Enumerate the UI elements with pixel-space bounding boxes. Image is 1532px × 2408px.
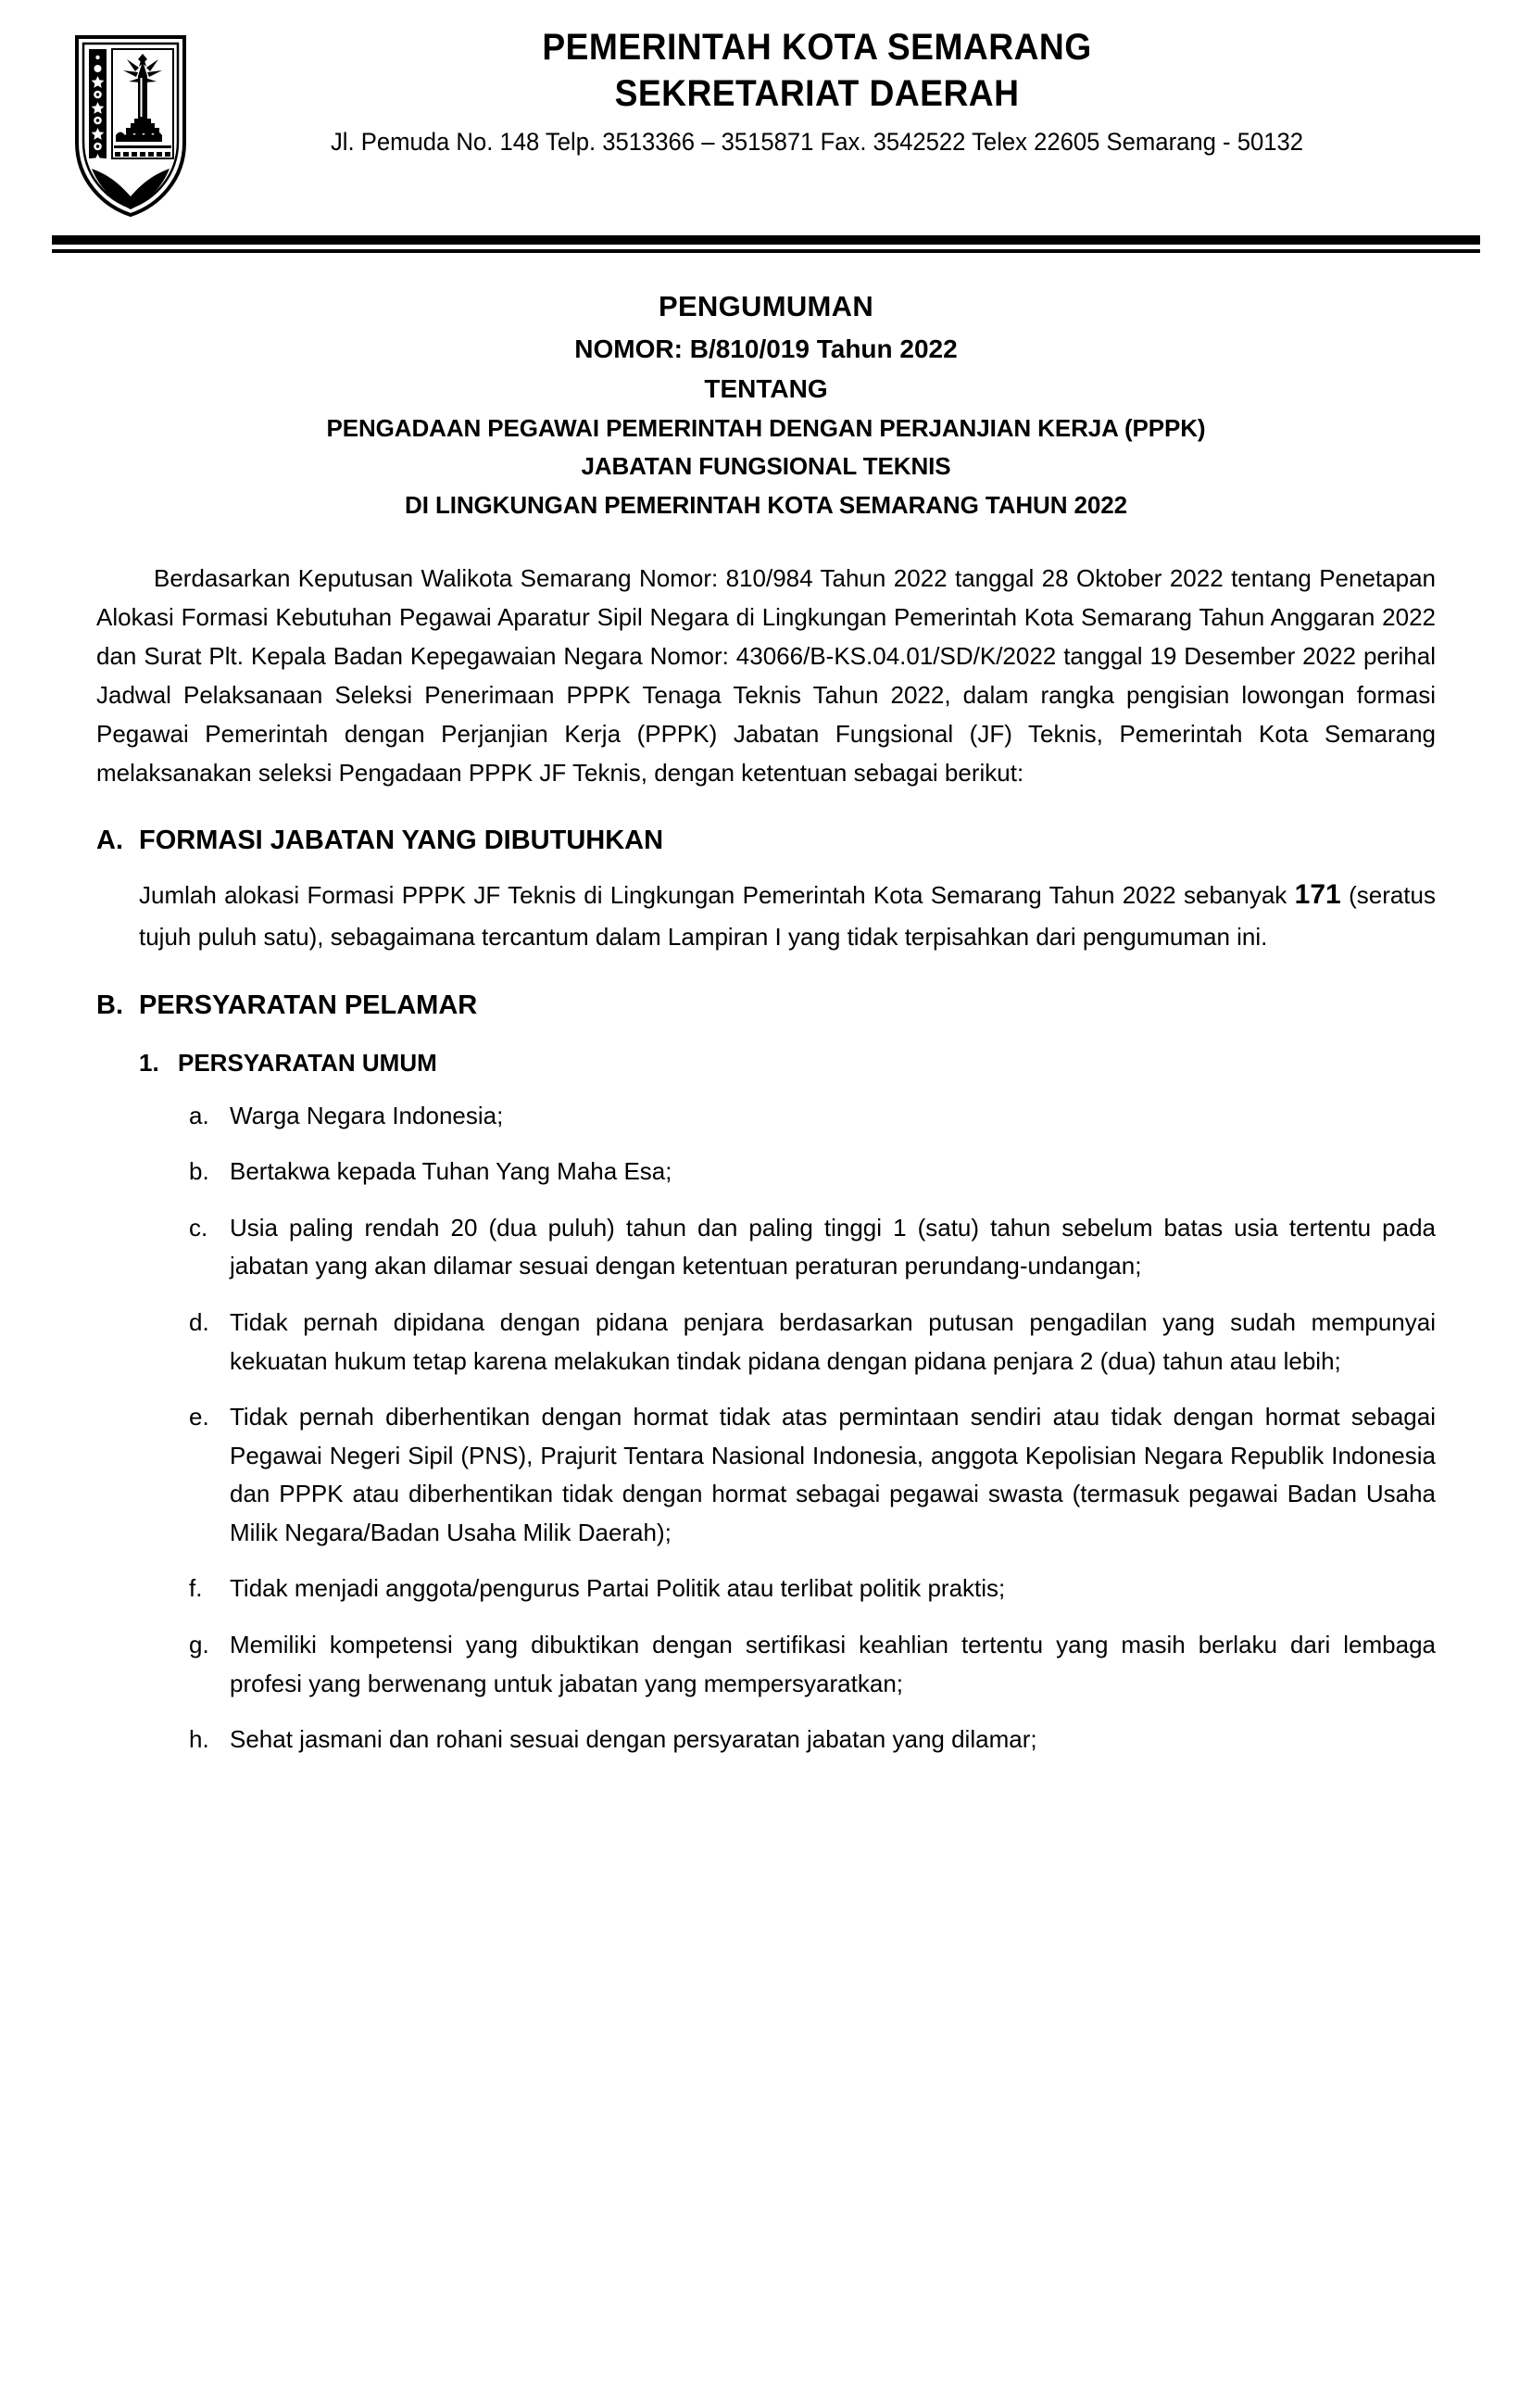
section-a-body: [96, 873, 1436, 957]
divider-thick-rule: [52, 235, 1480, 245]
announcement-subject-line-1: PENGADAAN PEGAWAI PEMERINTAH DENGAN PERJANJIAN KERJA (PPPK): [326, 413, 1206, 442]
org-name-line-1: PEMERINTAH KOTA SEMARANG: [542, 27, 1092, 68]
list-item-text: Tidak menjadi anggota/pengurus Partai Politik atau terlibat politik praktis;: [230, 1574, 1006, 1603]
section-b-sub-1-heading: [96, 1046, 1436, 1079]
list-item-marker: g.: [189, 1631, 209, 1659]
org-address: Jl. Pemuda No. 148 Telp. 3513366 – 3515871 Fax. 3542522 Telex 22605 Semarang - 50132: [330, 128, 1304, 157]
section-b-marker: B.: [96, 990, 123, 1020]
list-item-marker: d.: [189, 1307, 209, 1336]
section-a-marker: A.: [96, 826, 123, 856]
list-item-marker: c.: [189, 1213, 208, 1242]
list-item-marker: a.: [189, 1101, 209, 1129]
section-b-heading: [96, 987, 1436, 1025]
section-a-formation-count: 171: [1294, 878, 1341, 910]
announcement-number: NOMOR: B/810/019 Tahun 2022: [574, 334, 958, 364]
letterhead: [0, 0, 1532, 219]
section-b: [96, 987, 1436, 1759]
section-b-sub-1-marker: 1.: [139, 1049, 159, 1078]
general-requirements-list: [96, 1097, 1436, 1759]
list-item-marker: e.: [189, 1403, 209, 1431]
list-item-marker: b.: [189, 1157, 209, 1186]
org-name-line-2: SEKRETARIAT DAERAH: [614, 73, 1020, 115]
list-item-text: Warga Negara Indonesia;: [230, 1101, 504, 1129]
list-item: [189, 1304, 1436, 1381]
section-a-heading: [96, 822, 1436, 860]
announcement-title: PENGUMUMAN: [658, 290, 874, 322]
intro-paragraph: Berdasarkan Keputusan Walikota Semarang Nomor: 810/984 Tahun 2022 tanggal 28 Oktober 2022 tentang Penetapan Alokasi Formasi Kebutuhan Pegawai Aparatur Sipil Negara di Lingkungan Pemerintah Kota Semarang Tahun Anggaran 2022 dan Surat Plt. Kepala Badan Kepegawaian Negara Nomor: 43066/B-KS.04.01/SD/K/2022 tanggal 19 Desember 2022 perihal Jadwal Pelaksanaan Seleksi Penerimaan PPPK Tenaga Teknis Tahun 2022, dalam rangka pengisian lowongan formasi Pegawai Pemerintah dengan Perjanjian Kerja (PPPK) Jabatan Fungsional (JF) Teknis, Pemerintah Kota Semarang melaksanakan seleksi Pengadaan PPPK JF Teknis, dengan ketentuan sebagai berikut:: [96, 563, 1436, 788]
list-item: [189, 1153, 1436, 1191]
list-item-text: Tidak pernah dipidana dengan pidana penjara berdasarkan putusan pengadilan yang sudah mempunyai kekuatan hukum tetap karena melakukan tindak pidana dengan pidana penjara 2 (dua) tahun atau lebih;: [230, 1307, 1436, 1375]
list-item-text: Sehat jasmani dan rohani sesuai dengan persyaratan jabatan yang dilamar;: [230, 1725, 1037, 1754]
section-a: [96, 822, 1436, 956]
emblem-container: [52, 26, 209, 219]
section-a-heading-text: FORMASI JABATAN YANG DIBUTUHKAN: [139, 826, 664, 856]
announcement-tentang-label: TENTANG: [704, 374, 828, 404]
section-a-body-after: (seratus tujuh puluh satu), sebagaimana tercantum dalam Lampiran I yang tidak terpisahkan dari pengumuman ini.: [139, 880, 1436, 952]
letterhead-text: [209, 26, 1480, 159]
list-item-text: Memiliki kompetensi yang dibuktikan dengan sertifikasi keahlian tertentu yang masih berlaku dari lembaga profesi yang berwenang untuk jabatan yang mempersyaratkan;: [230, 1631, 1436, 1697]
section-a-body-before: Jumlah alokasi Formasi PPPK JF Teknis di Lingkungan Pemerintah Kota Semarang Tahun 2022 sebanyak: [139, 880, 1295, 909]
list-item-text: Usia paling rendah 20 (dua puluh) tahun dan paling tinggi 1 (satu) tahun sebelum batas usia tertentu pada jabatan yang akan dilamar sesuai dengan ketentuan peraturan perundang-undangan;: [230, 1213, 1436, 1280]
semarang-city-emblem-icon: [73, 33, 188, 219]
list-item-marker: h.: [189, 1725, 209, 1754]
list-item: [189, 1626, 1436, 1703]
announcement-subject-line-3: DI LINGKUNGAN PEMERINTAH KOTA SEMARANG TAHUN 2022: [405, 491, 1127, 520]
list-item: [189, 1570, 1436, 1608]
section-b-heading-text: PERSYARATAN PELAMAR: [139, 990, 478, 1020]
header-divider: [52, 235, 1480, 253]
document-body: [0, 284, 1532, 1759]
list-item-text: Bertakwa kepada Tuhan Yang Maha Esa;: [230, 1157, 672, 1186]
list-item-text: Tidak pernah diberhentikan dengan hormat tidak atas permintaan sendiri atau tidak dengan hormat sebagai Pegawai Negeri Sipil (PNS), Prajurit Tentara Nasional Indonesia, anggota Kepolisian Negara Republik Indonesia dan PPPK atau diberhentikan tidak dengan hormat sebagai pegawai swasta (termasuk pegawai Badan Usaha Milik Negara/Badan Usaha Milik Daerah);: [230, 1403, 1436, 1546]
list-item: [189, 1097, 1436, 1136]
section-b-sub-1-heading-text: PERSYARATAN UMUM: [178, 1049, 437, 1078]
announcement-subject-line-2: JABATAN FUNGSIONAL TEKNIS: [581, 452, 951, 481]
announcement-title-block: [96, 284, 1436, 525]
list-item-marker: f.: [189, 1574, 203, 1603]
list-item: [189, 1721, 1436, 1759]
list-item: [189, 1398, 1436, 1552]
list-item: [189, 1209, 1436, 1286]
divider-thin-rule: [52, 249, 1480, 253]
